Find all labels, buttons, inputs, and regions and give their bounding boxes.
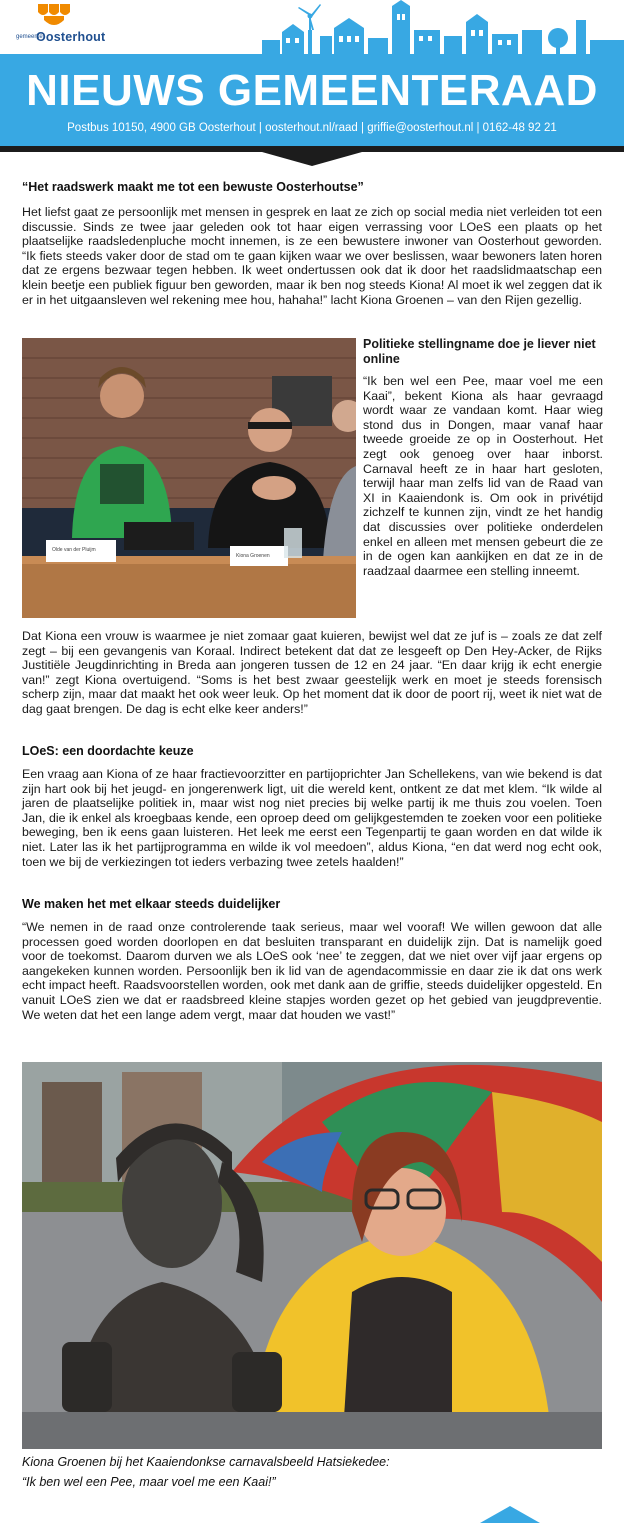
- footer-triangle: [480, 1506, 540, 1523]
- heading-duidelijker: We maken het met elkaar steeds duidelijker: [22, 897, 281, 911]
- logo-small-label: gemeente: [16, 34, 43, 40]
- contact-line[interactable]: Postbus 10150, 4900 GB Oosterhout | oosterhout.nl/raad | griffie@oosterhout.nl | 0162-48 92 21: [67, 122, 557, 134]
- statue-portrait-photo: [22, 1062, 602, 1449]
- heading-raadswerk: “Het raadswerk maakt me tot een bewuste Oosterhoutse”: [22, 180, 364, 194]
- header-divider: [0, 146, 624, 168]
- logo-name: Oosterhout: [36, 30, 106, 44]
- nameplate-right: Kiona Groenen: [236, 553, 270, 559]
- skyline-illustration: [262, 0, 624, 54]
- paragraph-juf: Dat Kiona een vrouw is waarmee je niet zomaar gaat kuieren, bewijst wel dat ze juf is – zoals ze dat zelf zegt – bij een gevangenis van Koraal. Indirect betekent dat dat ze lesgeeft op Den Hey-Acker, de Rijks Justitiële Jeugdinrichting in Breda aan jongeren tussen de 12 en 24 jaar. “En daar krijg ik echt energie van!” zegt Kiona overtuigend. “Soms is het best zwaar geestelijk werk en moet je steeds forensisch scherp zijn, maar dat maakt het ook weer leuk. Op het moment dat ik door de poort rij, weet ik niet wat de dag gaat brengen. De dag is echt elke keer anders!”: [22, 629, 602, 716]
- heading-loes-keuze: LOeS: een doordachte keuze: [22, 744, 194, 758]
- paragraph-intro: Het liefst gaat ze persoonlijk met mensen in gesprek en laat ze zich op social media niet verleiden tot een discussie. Sinds ze twee jaar geleden ook tot haar eigen verrassing voor LOeS een plaats op het plaatselijke raadsledenpluche mocht innemen, is ze een bewustere inwoner van Oosterhout geworden. “Ik fiets steeds vaker door de stad om te gaan kijken waar we over beslissen, waar bewoners laten horen dat ze ergens bezwaar tegen hebben. Ik weet ondertussen ook dat ik door het raadslidmaatschap een klein beetje een publiek figuur ben geworden, maar ik ben nog steeds Kiona! Al moet ik wel zeggen dat ik er in het uitgaansleven wel rekening mee hou, hahaha!” lacht Kiona Groenen – van den Rijen gezellig.: [22, 205, 602, 307]
- municipality-logo[interactable]: [14, 2, 124, 50]
- paragraph-controlerende-taak: “We nemen in de raad onze controlerende taak serieus, maar wel vooraf! We willen gewoon dat alle processen goed worden doorlopen en dat besluiten transparant en duidelijk zijn. Dat is namelijk goed voor de toekomst. Daarom durven we als LOeS ook ‘nee’ te zeggen, dat we niet over vijf jaar ergens op aangekeken kunnen worden. Persoonlijk ben ik lid van de agendacommissie en daar zie ik dat ons werk echt impact heeft. Raadsvoorstellen worden, ook met dank aan de griffie, steeds duidelijker opgesteld. En vanuit LOeS zien we dat er raadsbreed kleine stapjes worden gezet op het gebied van jeugdpreventie. We weten dat het een lange adem vergt, maar dat houden we vast!”: [22, 920, 602, 1022]
- masthead: [0, 54, 624, 146]
- nameplate-left: Olde van der Pluijm: [52, 547, 96, 553]
- council-meeting-photo: [22, 338, 356, 618]
- photo-caption-quote: “Ik ben wel een Pee, maar voel me een Kaai!”: [22, 1475, 276, 1489]
- paragraph-loes: Een vraag aan Kiona of ze haar fractievoorzitter en partijoprichter Jan Schellekens, van wie bekend is dat zijn hart ook bij het jeugd- en jongerenwerk ligt, uit die wereld kent, ontkent ze dat met klem. “Ik wilde al jaren de plaatselijke politiek in, maar wist nog niet precies bij welke partij ik me thuis zou voelen. Toen Jan, die ik enkel als kroegbaas kende, een oproep deed om gelijkgestemden te zoeken voor een politieke beweging, ben ik eens gaan luisteren. Het leek me eerst een Tegenpartij te gaan worden en dat wilde ik niet. Later las ik het partijprogramma en wilde ik vol meedoen”, aldus Kiona, “en dat werd nog echt ook, toen we bij de verkiezingen tot ieders verbazing twee zetels haalden!”: [22, 767, 602, 869]
- paragraph-pee-kaai: “Ik ben wel een Pee, maar voel me een Kaai”, bekent Kiona als haar gevraagd wordt waar ze vandaan komt. Haar wieg stond dus in Dongen, maar vanaf haar tweede groeide ze op in Oosterhout. Het zegt ook genoeg over haar inborst. Carnaval heeft ze in haar hart gesloten, terwijl haar man zelfs lid van de Raad van XI in Kaaiendonk is. Om ook in privétijd zichzelf te kunnen zijn, vindt ze het handig dat discussies over politieke onderdelen enkel en alleen met mensen gebeurt die ze in de ogen kan aankijken en dat ze in de raadzaal daarmee een stelling inneemt.: [363, 374, 603, 578]
- top-strip: [0, 0, 624, 54]
- heading-stellingname: Politieke stellingname doe je liever niet online: [363, 337, 596, 366]
- photo-caption-line1: Kiona Groenen bij het Kaaiendonkse carnavalsbeeld Hatsiekedee:: [22, 1455, 390, 1469]
- shield-logo-icon: [36, 2, 72, 28]
- newsletter-title: NIEUWS GEMEENTERAAD: [26, 66, 598, 115]
